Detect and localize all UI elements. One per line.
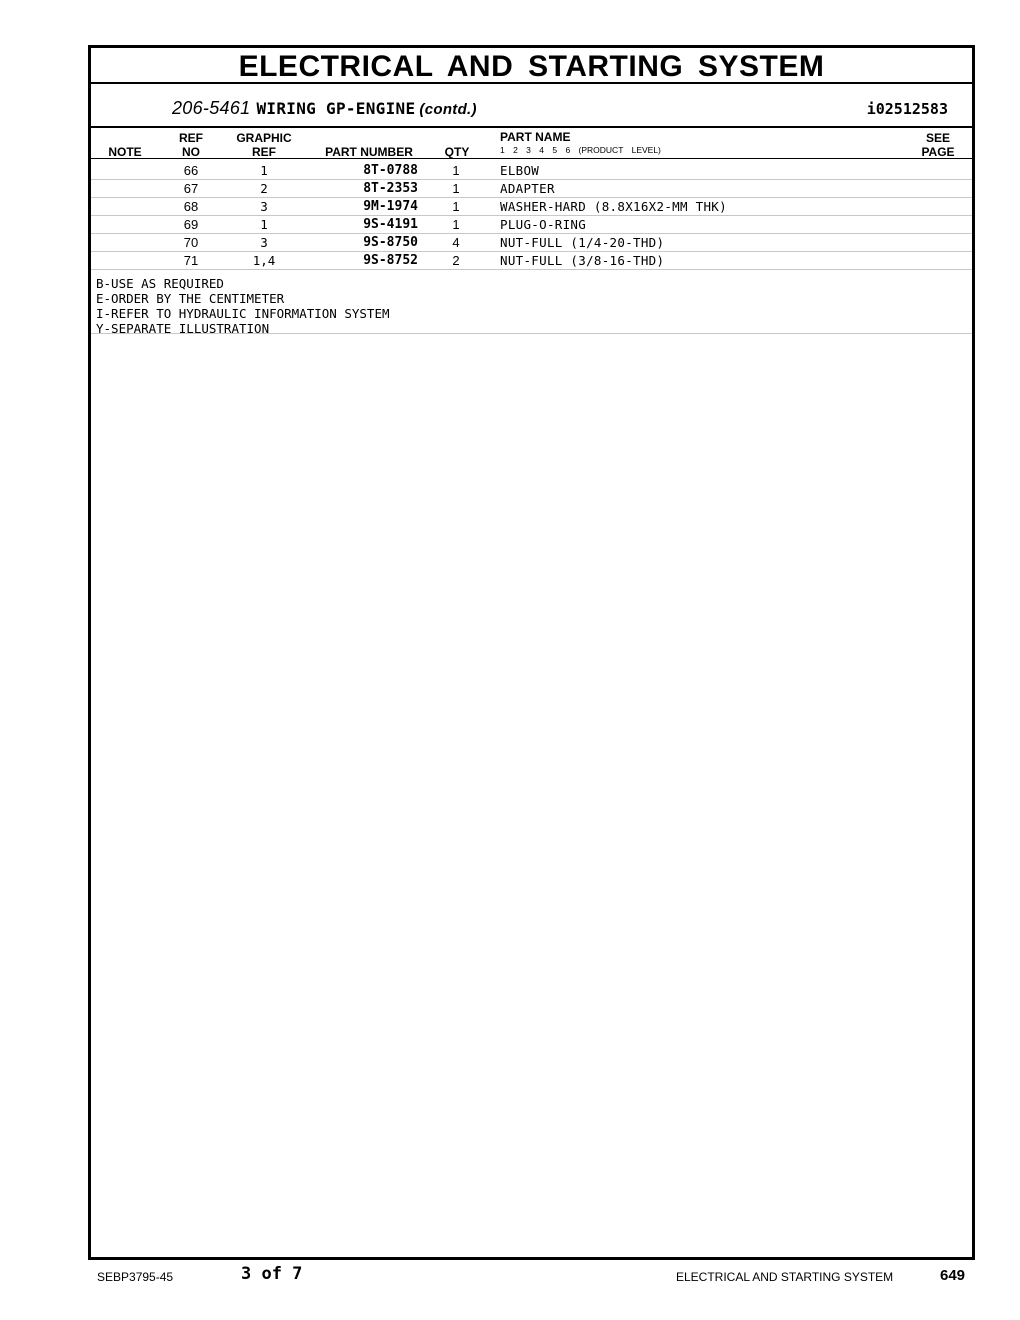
- col-part-number: PART NUMBER: [325, 145, 413, 159]
- part-number: 8T-0788: [363, 163, 418, 178]
- table-row: [91, 251, 972, 270]
- part-number: 8T-2353: [363, 181, 418, 196]
- col-part-name: PART NAME: [500, 130, 571, 144]
- col-page: PAGE: [921, 145, 955, 159]
- part-name: WASHER-HARD (8.8X16X2-MM THK): [500, 199, 727, 214]
- table-row: [91, 215, 972, 234]
- part-name: NUT-FULL (1/4-20-THD): [500, 235, 665, 250]
- note-line: B-USE AS REQUIRED: [96, 276, 224, 291]
- part-number: 9S-8752: [363, 253, 418, 268]
- table-row: [91, 197, 972, 216]
- quantity: 1: [452, 217, 460, 232]
- col-graphic-ref: REF: [252, 145, 276, 159]
- part-number: 9S-4191: [363, 217, 418, 232]
- quantity: 2: [452, 253, 460, 268]
- footer-section: ELECTRICAL AND STARTING SYSTEM: [676, 1270, 894, 1284]
- group-name: WIRING GP-ENGINE: [256, 99, 416, 118]
- graphic-ref: 3: [260, 235, 268, 250]
- graphic-ref: 3: [260, 199, 268, 214]
- group-number: 206-5461: [172, 98, 251, 118]
- page-footer: [0, 1260, 1020, 1290]
- ref-no: 71: [183, 253, 199, 268]
- notes-legend: [91, 272, 972, 334]
- graphic-ref: 2: [260, 181, 268, 196]
- group-contd: (contd.): [419, 101, 477, 118]
- quantity: 1: [452, 199, 460, 214]
- parts-list-frame: [88, 45, 975, 1260]
- part-name: PLUG-O-RING: [500, 217, 587, 232]
- ref-no: 68: [183, 199, 199, 214]
- col-note: NOTE: [108, 145, 142, 159]
- group-info: [172, 98, 477, 119]
- col-qty: QTY: [444, 145, 470, 159]
- column-headers: [91, 128, 972, 159]
- table-row: [91, 233, 972, 252]
- document-id: SEBP3795-45: [97, 1270, 174, 1284]
- quantity: 4: [452, 235, 460, 250]
- col-graphic: GRAPHIC: [236, 131, 292, 145]
- page-number: 649: [940, 1267, 966, 1284]
- part-name: ELBOW: [500, 163, 540, 178]
- ref-no: 66: [183, 163, 199, 178]
- quantity: 1: [452, 181, 460, 196]
- product-levels: 1 2 3 4 5 6 (PRODUCT LEVEL): [500, 145, 661, 155]
- part-number: 9S-8750: [363, 235, 418, 250]
- graphic-ref: 1: [260, 217, 268, 232]
- group-header: [91, 84, 972, 128]
- note-line: I-REFER TO HYDRAULIC INFORMATION SYSTEM: [96, 306, 390, 321]
- section-title: ELECTRICAL AND STARTING SYSTEM: [91, 48, 972, 84]
- graphic-ref: 1,4: [252, 253, 276, 268]
- part-name: ADAPTER: [500, 181, 555, 196]
- note-line: Y-SEPARATE ILLUSTRATION: [96, 321, 270, 336]
- ref-no: 69: [183, 217, 199, 232]
- col-ref: REF: [179, 131, 203, 145]
- page-of: 3 of 7: [241, 1264, 303, 1284]
- illustration-id: i02512583: [866, 100, 948, 118]
- table-row: [91, 179, 972, 198]
- graphic-ref: 1: [260, 163, 268, 178]
- note-line: E-ORDER BY THE CENTIMETER: [96, 291, 285, 306]
- quantity: 1: [452, 163, 460, 178]
- table-row: [91, 161, 972, 180]
- col-see: SEE: [925, 131, 950, 145]
- ref-no: 67: [183, 181, 199, 196]
- col-no: NO: [182, 145, 200, 159]
- part-number: 9M-1974: [363, 199, 418, 214]
- part-name: NUT-FULL (3/8-16-THD): [500, 253, 665, 268]
- ref-no: 70: [183, 235, 199, 250]
